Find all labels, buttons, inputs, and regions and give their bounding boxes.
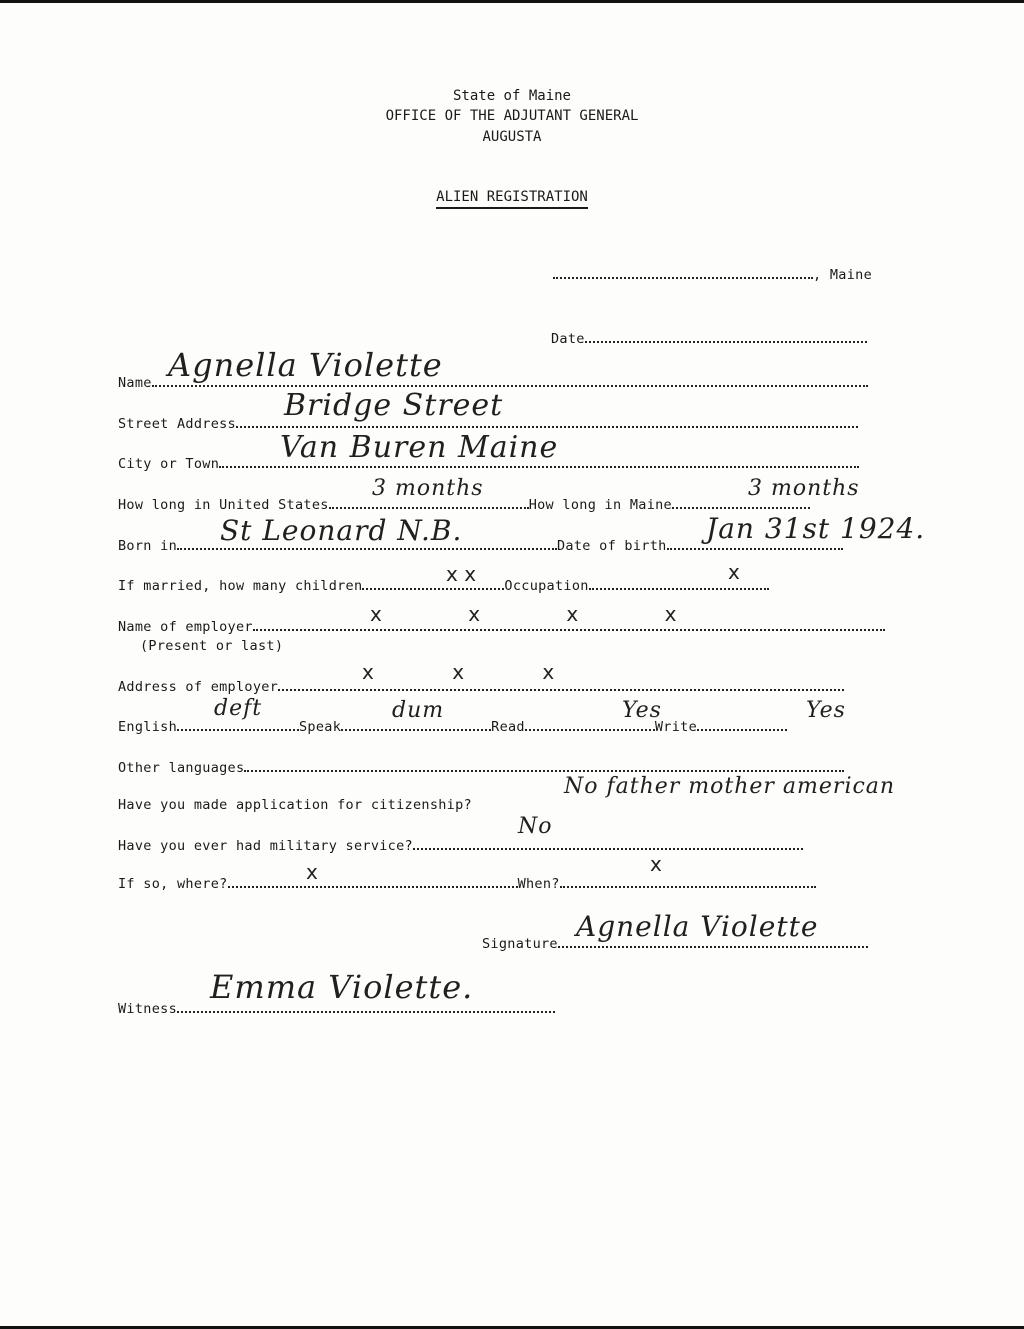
- present-or-last-label: (Present or last): [140, 638, 284, 654]
- citizenship-entry: No father mother american: [564, 774, 896, 799]
- how-long-row: How long in United States How long in Maine: [118, 497, 810, 513]
- city-entry: Van Buren Maine: [280, 430, 559, 465]
- write-entry: Yes: [806, 698, 846, 723]
- form-title: ALIEN REGISTRATION: [0, 189, 1024, 205]
- street-row: Street Address: [118, 416, 858, 432]
- how-long-maine-entry: 3 months: [748, 476, 860, 501]
- employer-entry: x x x x: [370, 602, 717, 626]
- date-of-birth-entry: Jan 31st 1924.: [706, 512, 926, 545]
- name-entry: Agnella Violette: [168, 346, 443, 384]
- date-row: Date: [551, 331, 867, 347]
- born-in-entry: St Leonard N.B.: [220, 514, 463, 547]
- citizenship-row: Have you made application for citizenship?: [118, 797, 472, 813]
- speak-entry: dum: [392, 698, 445, 723]
- read-entry: Yes: [622, 698, 662, 723]
- place-row: , Maine: [553, 267, 872, 283]
- where-entry: x: [306, 860, 318, 884]
- when-entry: x: [650, 852, 662, 876]
- military-entry: No: [518, 814, 553, 839]
- signature-row: Signature: [482, 936, 868, 952]
- born-row: Born in Date of birth: [118, 538, 843, 554]
- children-entry: x x: [446, 562, 477, 586]
- employer-address-entry: x x x: [362, 660, 591, 684]
- witness-entry: Emma Violette.: [210, 968, 474, 1006]
- street-entry: Bridge Street: [284, 388, 504, 423]
- military-row: Have you ever had military service?: [118, 838, 803, 854]
- occupation-entry: x: [728, 560, 740, 584]
- city-row: City or Town: [118, 456, 859, 472]
- header-office: OFFICE OF THE ADJUTANT GENERAL: [385, 108, 639, 124]
- employer-row: Name of employer: [118, 619, 885, 635]
- married-row: If married, how many children Occupation: [118, 578, 769, 594]
- employer-address-row: Address of employer: [118, 679, 844, 695]
- header-state: State of Maine: [452, 88, 571, 104]
- how-long-us-entry: 3 months: [372, 476, 484, 501]
- where-row: If so, where? When?: [118, 876, 816, 892]
- name-row: Name: [118, 375, 868, 391]
- header-city: AUGUSTA: [482, 129, 542, 145]
- english-row: English Speak Read Write: [118, 719, 787, 735]
- english-entry: deft: [214, 696, 263, 721]
- signature-entry: Agnella Violette: [576, 910, 819, 943]
- witness-row: Witness: [118, 1001, 555, 1017]
- other-languages-row: Other languages: [118, 760, 844, 776]
